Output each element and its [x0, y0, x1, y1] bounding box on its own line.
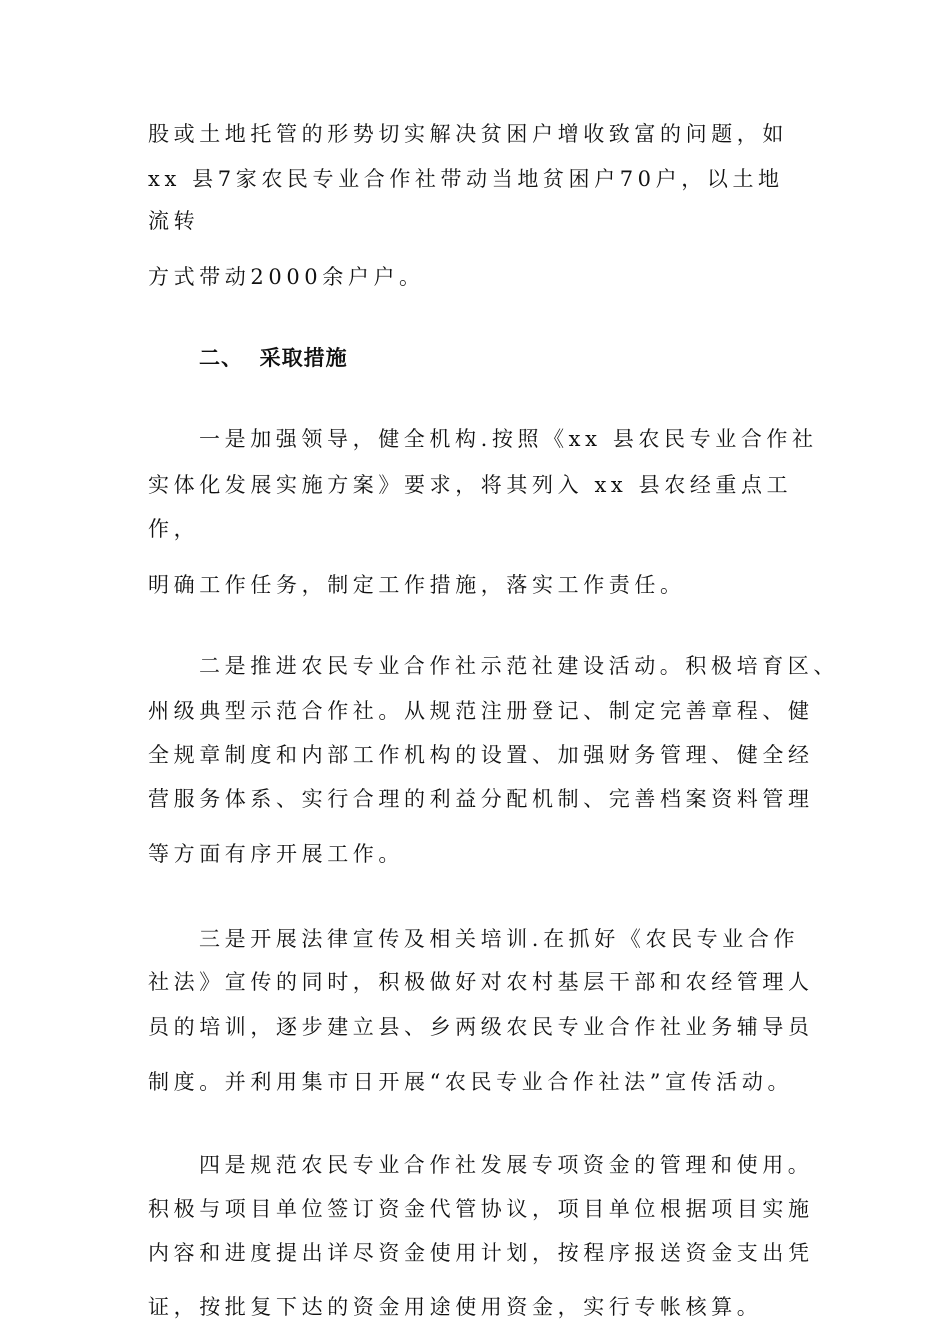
text-line: 作， [148, 517, 200, 541]
text-line: 证，按批复下达的资金用途使用资金，实行专帐核算。 [148, 1295, 763, 1319]
text-line: 二是推进农民专业合作社示范社建设活动。积极培育区、 [199, 654, 839, 678]
text-line: 营服务体系、实行合理的利益分配机制、完善档案资料管理 [148, 787, 814, 811]
text-line: 积极与项目单位签订资金代管协议，项目单位根据项目实施 [148, 1197, 814, 1221]
text-line: 社法》宣传的同时，积极做好对农村基层干部和农经管理人 [148, 970, 814, 994]
text-line: 一是加强领导，健全机构.按照《xx 县农民专业合作社 [199, 427, 818, 451]
text-line: xx 县7家农民专业合作社带动当地贫困户70户，以土地 [148, 167, 784, 191]
section-heading: 二、 采取措施 [199, 346, 348, 370]
text-line: 制度。并利用集市日开展“农民专业合作社法”宣传活动。 [148, 1070, 794, 1094]
text-line: 流转 [148, 209, 200, 233]
text-line: 州级典型示范合作社。从规范注册登记、制定完善章程、健 [148, 699, 814, 723]
text-line: 明确工作任务，制定工作措施，落实工作责任。 [148, 573, 686, 597]
text-line: 实体化发展实施方案》要求，将其列入 xx 县农经重点工 [148, 473, 793, 497]
text-line: 股或土地托管的形势切实解决贫困户增收致富的问题，如 [148, 122, 788, 146]
text-line: 内容和进度提出详尽资金使用计划，按程序报送资金支出凭 [148, 1241, 814, 1265]
text-line: 四是规范农民专业合作社发展专项资金的管理和使用。 [199, 1153, 814, 1177]
text-line: 全规章制度和内部工作机构的设置、加强财务管理、健全经 [148, 743, 814, 767]
text-line: 三是开展法律宣传及相关培训.在抓好《农民专业合作 [199, 927, 800, 951]
text-line: 方式带动2000余户户。 [148, 265, 425, 289]
text-line: 等方面有序开展工作。 [148, 842, 404, 866]
text-line: 员的培训，逐步建立县、乡两级农民专业合作社业务辅导员 [148, 1015, 814, 1039]
